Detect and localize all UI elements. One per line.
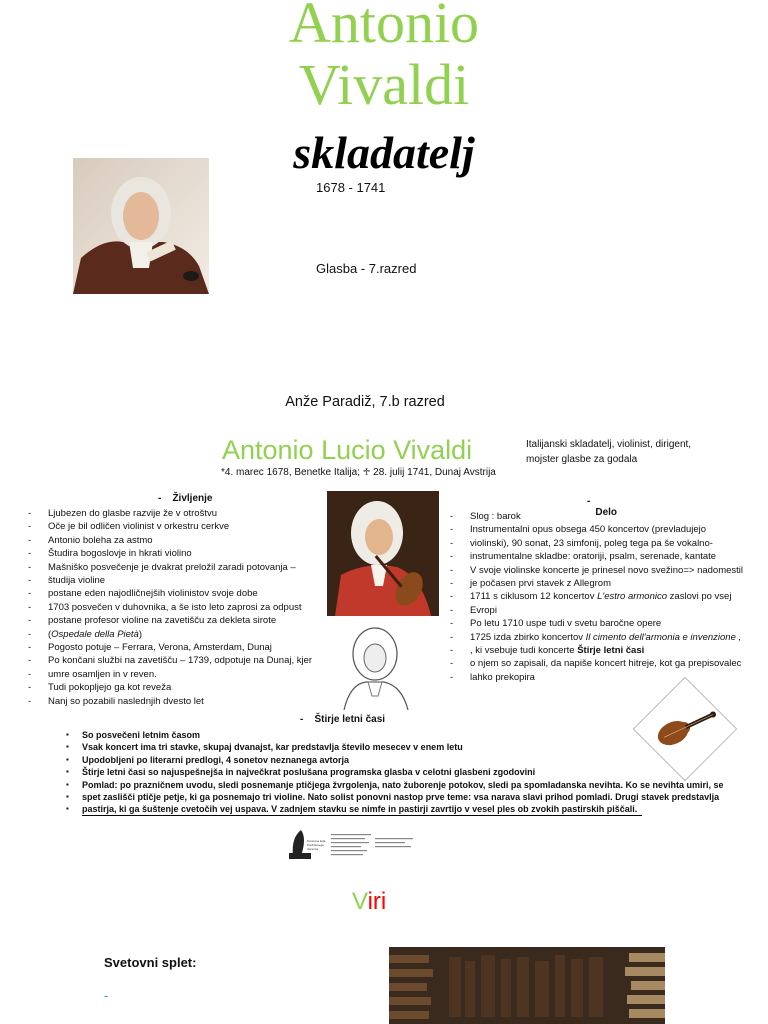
list-item: [448, 671, 743, 684]
list-item: - Po letu 1710 uspe tudi v svetu baročne opere: [448, 617, 743, 630]
list-item-text: zaslovi po vsej: [669, 591, 732, 603]
ospedale-name: Ospedale della Pietà: [51, 628, 139, 640]
sources-heading-rest: iri: [367, 888, 387, 915]
list-item-cont: je počasen prvi stavek z Allegrom: [470, 578, 611, 590]
list-item: [448, 577, 743, 590]
life-heading-text: Življenje: [172, 493, 213, 504]
seasons-heading-text: Štirje letni časi: [314, 714, 386, 725]
list-item: - Oče je bil odličen violinist v orkestru cerkve: [26, 520, 312, 533]
author: Anže Paradiž, 7.b razred: [285, 394, 445, 410]
work-list: [448, 510, 743, 684]
list-item: - Pogosto potuje – Ferrara, Verona, Amsterdam, Dunaj: [26, 641, 312, 654]
list-item: - Antonio boleha za astmo: [26, 534, 312, 547]
list-item-text: , ki vsebuje tudi koncerte: [470, 645, 575, 657]
list-item: - Po končani službi na zavetišču – 1739, odpotuje na Dunaj, kjer: [26, 654, 312, 667]
section-heading: Antonio Lucio Vivaldi: [222, 435, 473, 465]
list-item: ▪ Vsak koncert ima tri stavke, skupaj dvanajst, kar predstavlja število mesecev v enem letu: [62, 741, 723, 753]
list-item: - Tudi pokopljejo ga kot reveža: [26, 681, 312, 694]
list-item: ▪ Pomlad: po prazničnem uvodu, sledi posnemanje ptičjega žvrgolenja, nato žuborenje potokov, sledi pa spomladanska nevihta. Ko se nevihta umiri, se: [62, 779, 723, 791]
years: 1678 - 1741: [316, 180, 386, 195]
seasons-list: [62, 729, 723, 816]
list-item: - V svoje violinske koncerte je prinesel novo svežino=> nadomestil: [448, 564, 743, 577]
list-item: - o njem so zapisali, da napiše koncert hitreje, kot ga prepisovalec: [448, 657, 743, 670]
list-item-cont: lahko prekopira: [470, 671, 535, 683]
intro: [526, 437, 691, 467]
list-item: ▪ So posvečeni letnim časom: [62, 729, 723, 741]
work-heading-text: Delo: [595, 507, 618, 518]
list-item: [448, 590, 743, 603]
list-item-cont: Evropi: [470, 604, 497, 616]
divider: [82, 815, 642, 816]
list-item: [26, 574, 312, 587]
list-item: [448, 631, 743, 644]
list-item: ▪ Upodobljeni po literarni predlogi, 4 sonetov neznanega avtorja: [62, 754, 723, 766]
list-item: [26, 668, 312, 681]
list-item-text: 1711 s ciklusom 12 koncertov: [470, 591, 595, 603]
work-heading: - Delo: [587, 496, 618, 518]
list-item: [448, 550, 743, 563]
vivaldi-portrait-1: [73, 158, 209, 294]
list-item-text: 1725 izda zbirko koncertov: [470, 631, 584, 643]
list-item: [62, 803, 723, 815]
list-item: - Ljubezen do glasbe razvije že v otroštvu: [26, 507, 312, 520]
list-item: - (Ospedale della Pietà): [26, 628, 312, 641]
list-item: - Nanj so pozabili naslednjih dvesto let: [26, 695, 312, 708]
list-item: - Slog : barok: [448, 510, 743, 523]
title-vivaldi: Vivaldi: [298, 52, 470, 117]
list-item: [62, 791, 723, 803]
list-item: - Študira bogoslovje in hkrati violino: [26, 547, 312, 560]
list-item-cont: umre osamljen in v reven.: [48, 668, 157, 680]
birth-line: *4. marec 1678, Benetke Italija; ♱ 28. julij 1741, Dunaj Avstrija: [221, 467, 496, 478]
life-heading: - Življenje: [158, 493, 213, 504]
intro-line-2: mojster glasbe za godala: [526, 454, 638, 465]
web-label: Svetovni splet:: [104, 955, 197, 970]
list-item: [448, 537, 743, 550]
school-logo: [287, 826, 419, 862]
seasons-heading: - Štirje letni časi: [300, 714, 386, 725]
list-item: - 1703 posvečen v duhovnika, a še isto leto zaprosi za odpust: [26, 601, 312, 614]
list-item: - Mašniško posvečenje je dvakrat preložil zaradi potovanja –: [26, 561, 312, 574]
list-item-cont: violinski), 90 sonat, 23 simfonij, poleg tega pa še vokalno-: [470, 537, 713, 549]
list-item-cont: pastirja, ki ga šuštenje cvetočih vej uspava. V zadnjem stavku se nimfe in pastirji zavrtijo v vesel ples ob zvokih pastirskih piščali.: [82, 804, 638, 815]
sources-heading-v: V: [352, 888, 368, 915]
life-list: [26, 507, 312, 708]
intro-line-1: Italijanski skladatelj, violinist, dirigent,: [526, 439, 692, 450]
subject: Glasba - 7.razred: [316, 261, 417, 276]
estro-armonico: L'estro armonico: [597, 591, 668, 603]
title-antonio: Antonio: [288, 0, 480, 55]
list-item: ▪ Štirje letni časi so najuspešnejša in največkrat poslušana programska glasba v celotni glasbeni zgodovini: [62, 766, 723, 778]
list-item: - postane profesor violine na zavetišču za dekleta sirote: [26, 614, 312, 627]
subtitle: skladatelj: [293, 127, 475, 178]
four-seasons-bold: Štirje letni časi: [577, 645, 645, 657]
list-item: [448, 604, 743, 617]
il-cimento: Il cimento dell'armonia e invenzione ,: [585, 631, 742, 643]
list-item-cont: spet zaslišči ptičje petje, ki ga posnemajo tri violine. Nato solist ponovni nastop prve teme: vsa narava slavi prihod pomladi. Drugi stavek predstavlja: [82, 792, 720, 803]
list-item-cont: instrumentalne skladbe: oratoriji, psalm, serenade, kantate: [470, 551, 717, 563]
library-image: [389, 947, 665, 1024]
vivaldi-sketch: [336, 624, 414, 710]
list-item: - Instrumentalni opus obsega 450 koncertov (prevladujejo: [448, 523, 743, 536]
list-item: [448, 644, 743, 657]
list-item-cont: študija violine: [48, 575, 106, 587]
web-dash: -: [104, 988, 109, 1003]
vivaldi-violin-portrait: [327, 491, 439, 616]
list-item: - postane eden najodličnejših violinistov svoje dobe: [26, 587, 312, 600]
sources-heading: [352, 888, 386, 916]
school-name: Osnovna šola Prežihovega Voranca: [307, 839, 326, 851]
